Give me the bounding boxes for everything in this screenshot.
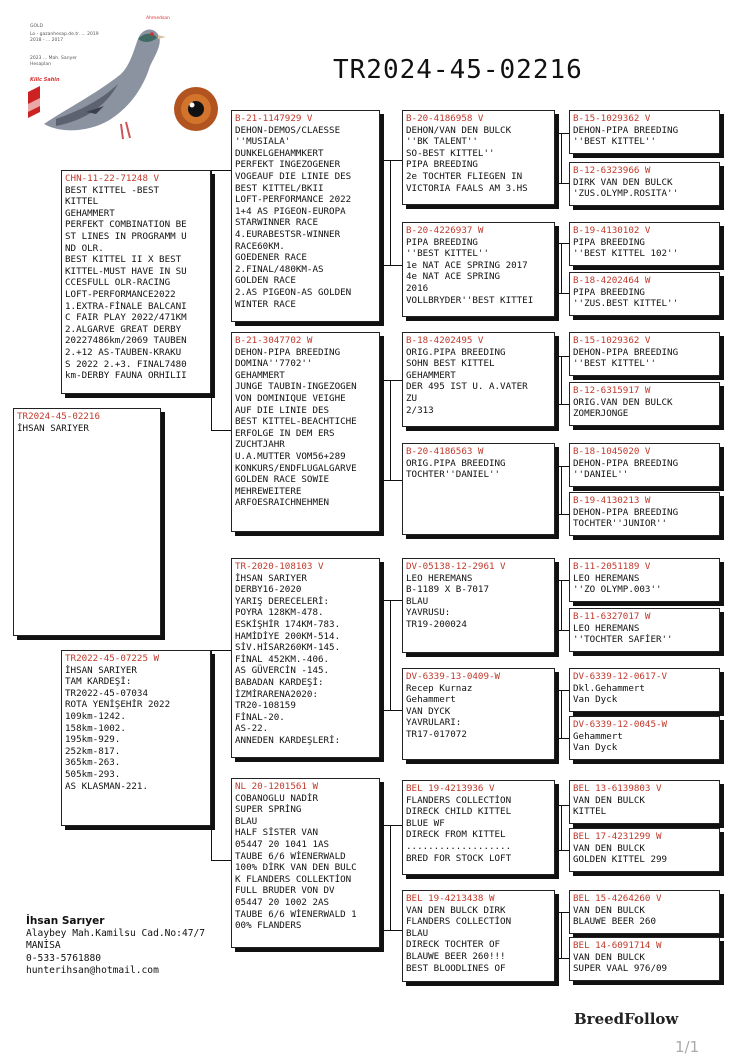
pedigree-line: DEHON-PIPA BREEDING bbox=[573, 457, 679, 469]
pedigree-line: FİNAL 452KM.-406. bbox=[235, 653, 330, 665]
connector-line bbox=[555, 404, 569, 405]
pedigree-line: VAN DEN BULCK bbox=[573, 904, 645, 916]
pedigree-line: FLANDERS COLLECTİON bbox=[406, 794, 512, 806]
pedigree-line: 158km-1002. bbox=[65, 722, 126, 734]
grandparent-card bbox=[231, 778, 380, 948]
ancestor-card bbox=[569, 162, 720, 206]
pedigree-line: BEST KITTEL -BEST bbox=[65, 184, 160, 196]
pedigree-line: VICTORIA FAALS AM 3.HS bbox=[406, 182, 528, 194]
pedigree-line: VAN DEN BULCK bbox=[573, 842, 645, 854]
logo-line: 2018 - ... 2017 bbox=[30, 38, 64, 43]
pedigree-line: S 2022 2.+3. FINAL7480 bbox=[65, 358, 187, 370]
connector-line bbox=[380, 930, 402, 931]
pedigree-line: U.A.MUTTER VOM56+289 bbox=[235, 450, 346, 462]
pedigree-line: İHSAN SARIYER bbox=[235, 572, 307, 584]
pedigree-line: KONKURS/ENDFLUGALGARVE bbox=[235, 462, 357, 474]
pedigree-line: BLAU bbox=[406, 595, 429, 607]
pedigree-line: VAN DEN BULCK bbox=[573, 794, 645, 806]
ring-number: DV-6339-12-0045-W bbox=[573, 719, 668, 730]
ring-number: B-18-1045020 V bbox=[573, 446, 651, 457]
ancestor-card bbox=[569, 668, 720, 712]
pedigree-line: ANNEDEN KARDEŞLERİ: bbox=[235, 734, 341, 746]
sire-card bbox=[61, 170, 211, 394]
owner-name: İhsan Sarıyer bbox=[26, 915, 105, 927]
pedigree-line: VAN DEN BULCK bbox=[573, 951, 645, 963]
pedigree-line: ORIG.PIPA BREEDING bbox=[406, 346, 506, 358]
pedigree-line: PIPA BREEDING bbox=[406, 159, 478, 171]
pedigree-line: BRED FOR STOCK LOFT bbox=[406, 852, 512, 864]
pedigree-line: SİV.HİSAR260KM-145. bbox=[235, 642, 341, 654]
pedigree-line: FİNAL-20. bbox=[235, 711, 285, 723]
pedigree-line: 1e NAT ACE SPRING 2017 bbox=[406, 259, 528, 271]
pedigree-line: ''BEST KITTEL 102'' bbox=[573, 248, 679, 260]
pedigree-line: 109km-1242. bbox=[65, 710, 126, 722]
pedigree-line: ERFOLGE IN DEM ERS bbox=[235, 427, 335, 439]
connector-line bbox=[555, 293, 569, 294]
ring-number: CHN-11-22-71248 V bbox=[65, 173, 160, 184]
pedigree-line: VON DOMINIQUE VEIGHE bbox=[235, 392, 346, 404]
pedigree-line: FLANDERS COLLECTİON bbox=[406, 916, 512, 928]
owner-info bbox=[26, 915, 205, 978]
pedigree-line: GEHAMMERT bbox=[65, 207, 115, 219]
owner-phone: 0-533-5761880 bbox=[26, 952, 102, 964]
logo-brand: Kilic Sahin bbox=[30, 77, 60, 83]
pedigree-line: DIRK VAN DEN BULCK bbox=[573, 176, 673, 188]
pedigree-line: ARFOESRAICHNEHMEN bbox=[235, 497, 330, 509]
connector-line bbox=[380, 265, 402, 266]
pedigree-line: PIPA BREEDING bbox=[406, 236, 478, 248]
pedigree-line: 00% FLANDERS bbox=[235, 920, 302, 932]
connector-line bbox=[555, 738, 569, 739]
pedigree-line: Gehammert bbox=[406, 694, 456, 706]
pedigree-line: SUPER VAAL 976/09 bbox=[573, 963, 668, 975]
pedigree-line: DER 495 IST U. A.VATER bbox=[406, 381, 528, 393]
logo-line: GOLD bbox=[30, 24, 44, 29]
connector-line bbox=[380, 825, 402, 826]
pedigree-line: ZOMERJONGE bbox=[573, 408, 629, 420]
pedigree-line: WINTER RACE bbox=[235, 298, 296, 310]
ring-number: NL 20-1201561 W bbox=[235, 781, 318, 792]
pedigree-line: LOFT-PERFORMANCE 2022 bbox=[235, 194, 352, 206]
pedigree-line: YARIŞ DERECELERİ: bbox=[235, 595, 330, 607]
logo-line: 2023 ... Mah. Sarıyer bbox=[30, 56, 77, 61]
dam-card bbox=[61, 650, 211, 826]
pedigree-line: KITTEL bbox=[573, 806, 607, 818]
ring-number: B-21-3047702 W bbox=[235, 335, 313, 346]
connector-line bbox=[380, 600, 402, 601]
pedigree-line: TAUBE 6/6 WİENERWALD bbox=[235, 850, 346, 862]
pedigree-line: ''BK TALENT'' bbox=[406, 136, 478, 148]
pedigree-line: BLAU bbox=[406, 927, 429, 939]
pedigree-line: TR19-200024 bbox=[406, 618, 467, 630]
pedigree-line: Dkl.Gehammert bbox=[573, 682, 645, 694]
great-grandparent-card bbox=[402, 222, 555, 317]
ring-number: TR-2020-108103 V bbox=[235, 561, 324, 572]
connector-line bbox=[390, 380, 391, 480]
pedigree-line: POYRA 128KM-478. bbox=[235, 607, 324, 619]
pedigree-line: GEHAMMERT bbox=[235, 369, 285, 381]
great-grandparent-card bbox=[402, 780, 555, 875]
pedigree-line: ''BEST KITTEL'' bbox=[406, 248, 489, 260]
ring-number: B-21-1147929 V bbox=[235, 113, 313, 124]
pedigree-line: 1+4 AS PIGEON-EUROPA bbox=[235, 205, 346, 217]
great-grandparent-card bbox=[402, 443, 555, 535]
pedigree-line: 365km-263. bbox=[65, 757, 121, 769]
pedigree-line: B-1189 X B-7017 bbox=[406, 584, 489, 596]
pedigree-line: 4e NAT ACE SPRING bbox=[406, 271, 501, 283]
pedigree-line: 2016 bbox=[406, 282, 429, 294]
ancestor-card bbox=[569, 608, 720, 652]
pedigree-line: BEST KITTEL II X BEST bbox=[65, 254, 182, 266]
connector-line bbox=[211, 170, 212, 430]
connector-line bbox=[211, 170, 231, 171]
connector-line bbox=[555, 805, 569, 806]
pedigree-line: İHSAN SARIYER bbox=[17, 422, 89, 434]
page-indicator: 1/1 bbox=[675, 1038, 700, 1056]
pedigree-line: GOLDEN RACE SOWIE bbox=[235, 474, 330, 486]
connector-line bbox=[211, 650, 231, 651]
pedigree-line: C FAIR PLAY 2022/471KM bbox=[65, 312, 187, 324]
ring-number: DV-6339-12-0617-V bbox=[573, 671, 668, 682]
pedigree-line: ''BEST KITTEL'' bbox=[573, 358, 656, 370]
connector-line bbox=[211, 650, 212, 860]
pedigree-line: BLAU bbox=[235, 815, 258, 827]
connector-line bbox=[555, 133, 569, 134]
great-grandparent-card bbox=[402, 110, 555, 205]
ring-number: BEL 13-6139803 V bbox=[573, 783, 662, 794]
connector-line bbox=[555, 630, 569, 631]
pedigree-line: PIPA BREEDING bbox=[573, 236, 645, 248]
pedigree-line: AUF DIE LINIE DES bbox=[235, 404, 330, 416]
pedigree-line: DIRECK TOCHTER OF bbox=[406, 939, 501, 951]
ancestor-card bbox=[569, 828, 720, 872]
ring-number: B-15-1029362 V bbox=[573, 335, 651, 346]
ring-number: BEL 14-6091714 W bbox=[573, 940, 662, 951]
ancestor-card bbox=[569, 332, 720, 376]
pedigree-line: HAMİDİYE 200KM-514. bbox=[235, 630, 341, 642]
connector-line bbox=[380, 480, 402, 481]
pedigree-line: STARWINNER RACE bbox=[235, 217, 318, 229]
ring-number: B-20-4186563 W bbox=[406, 446, 484, 457]
pedigree-line: VAN DYCK bbox=[406, 705, 451, 717]
pedigree-line: İZMİRARENA2020: bbox=[235, 688, 318, 700]
pedigree-line: Van Dyck bbox=[573, 694, 618, 706]
connector-line bbox=[561, 805, 562, 850]
pedigree-line: CCESFULL OLR-RACING bbox=[65, 277, 171, 289]
pedigree-line: LEO HEREMANS bbox=[573, 572, 640, 584]
breedfollow-brand: BreedFollow bbox=[574, 1010, 679, 1028]
ring-number: B-20-4186958 V bbox=[406, 113, 484, 124]
pedigree-line: BLAUWE BEER 260!!! bbox=[406, 950, 506, 962]
pedigree-line: PERFEKT COMBINATION BE bbox=[65, 219, 187, 231]
pedigree-line: PIPA BREEDING bbox=[573, 286, 645, 298]
ancestor-card bbox=[569, 558, 720, 602]
pedigree-line: ST LINES IN PROGRAMM U bbox=[65, 230, 187, 242]
pedigree-line: DIRECK CHILD KITTEL bbox=[406, 806, 512, 818]
owner-address: Alaybey Mah.Kamilsu Cad.No:47/7 bbox=[26, 927, 206, 939]
pedigree-line: VOGEAUF DIE LINIE DES bbox=[235, 170, 352, 182]
pedigree-line: SUPER SPRİNG bbox=[235, 804, 302, 816]
pedigree-line: AS GÜVERCİN -145. bbox=[235, 665, 330, 677]
connector-line bbox=[561, 580, 562, 630]
pedigree-line: 2.AS PIGEON-AS GOLDEN bbox=[235, 286, 352, 298]
connector-line bbox=[555, 580, 569, 581]
pedigree-line: ................... bbox=[406, 840, 512, 852]
connector-line bbox=[561, 356, 562, 404]
pedigree-line: FULL BRUDER VON DV bbox=[235, 885, 335, 897]
pedigree-line: LEO HEREMANS bbox=[573, 622, 640, 634]
pedigree-line: DERBY16-2020 bbox=[235, 584, 302, 596]
great-grandparent-card bbox=[402, 668, 555, 760]
pedigree-line: 'ZUS.OLYMP.ROSITA'' bbox=[573, 188, 679, 200]
pedigree-line: DEHON/VAN DEN BULCK bbox=[406, 124, 512, 136]
ring-number: BEL 17-4231299 W bbox=[573, 831, 662, 842]
pedigree-line: AS KLASMAN-221. bbox=[65, 780, 148, 792]
pedigree-line: 2.+12 AS-TAUBEN-KRAKU bbox=[65, 346, 182, 358]
logo-top-text: Ahmedsan bbox=[146, 16, 170, 21]
pedigree-line: İHSAN SARIYER bbox=[65, 664, 137, 676]
pedigree-line: SO-BEST KITTEL'' bbox=[406, 147, 495, 159]
pedigree-line: 100% DİRK VAN DEN BULC bbox=[235, 862, 357, 874]
pedigree-line: SOHN BEST KITTEL bbox=[406, 358, 495, 370]
great-grandparent-card bbox=[402, 558, 555, 653]
connector-line bbox=[561, 243, 562, 293]
connector-line bbox=[380, 160, 402, 161]
connector-line bbox=[561, 690, 562, 738]
pedigree-line: DEHON-PIPA BREEDING bbox=[573, 124, 679, 136]
ring-number: B-12-6315917 W bbox=[573, 385, 651, 396]
ancestor-card bbox=[569, 716, 720, 760]
pedigree-line: ZUCHTJAHR bbox=[235, 439, 285, 451]
ring-number: B-15-1029362 V bbox=[573, 113, 651, 124]
pedigree-line: DEHON-PIPA BREEDING bbox=[573, 346, 679, 358]
connector-line bbox=[380, 380, 402, 381]
connector-line bbox=[561, 133, 562, 183]
pedigree-line: DOMINA''7702'' bbox=[235, 358, 313, 370]
great-grandparent-card bbox=[402, 890, 555, 982]
ancestor-card bbox=[569, 382, 720, 426]
ring-number: BEL 19-4213936 V bbox=[406, 783, 495, 794]
connector-line bbox=[555, 466, 569, 467]
ancestor-card bbox=[569, 110, 720, 154]
ancestor-card bbox=[569, 780, 720, 824]
pedigree-line: TR17-017072 bbox=[406, 728, 467, 740]
pedigree-line: ''DANIEL'' bbox=[573, 469, 629, 481]
pedigree-line: LOFT-PERFORMANCE2022 bbox=[65, 288, 176, 300]
logo-line: Hesapları bbox=[30, 62, 52, 67]
connector-line bbox=[555, 850, 569, 851]
pedigree-line: BLUE WF bbox=[406, 817, 445, 829]
pedigree-line: K FLANDERS COLLEKTİON bbox=[235, 873, 352, 885]
grandparent-card bbox=[231, 110, 380, 322]
pedigree-line: Gehammert bbox=[573, 730, 623, 742]
pedigree-line: 20227486km/2069 TAUBEN bbox=[65, 335, 187, 347]
pedigree-line: 1.EXTRA-FİNALE BALCANI bbox=[65, 300, 187, 312]
pedigree-line: TOCHTER''DANIEL'' bbox=[406, 469, 501, 481]
logo-line: Lo - gazanhesap.de.tr. ... 2019 bbox=[30, 32, 99, 37]
pedigree-line: 252km-817. bbox=[65, 745, 121, 757]
pedigree-line: Van Dyck bbox=[573, 742, 618, 754]
pedigree-line: BLAUWE BEER 260 bbox=[573, 916, 656, 928]
pedigree-line: ORIG.VAN DEN BULCK bbox=[573, 396, 673, 408]
connector-line bbox=[380, 710, 402, 711]
pedigree-line: TR20-108159 bbox=[235, 700, 296, 712]
pedigree-line: BEST BLOODLINES OF bbox=[406, 962, 506, 974]
ring-number: B-11-6327017 W bbox=[573, 611, 651, 622]
pedigree-line: 2/313 bbox=[406, 404, 434, 416]
ancestor-card bbox=[569, 272, 720, 316]
pedigree-line: AS-22. bbox=[235, 723, 269, 735]
pedigree-line: ZU bbox=[406, 392, 418, 404]
ring-number: B-19-4130102 V bbox=[573, 225, 651, 236]
pedigree-line: ESKİŞHİR 174KM-783. bbox=[235, 618, 341, 630]
owner-city: MANİSA bbox=[26, 940, 61, 951]
pedigree-line: JUNGE TAUBIN-INGEZOGEN bbox=[235, 381, 357, 393]
pedigree-line: DEHON-PIPA BREEDING bbox=[235, 346, 341, 358]
breeder-logo bbox=[26, 14, 226, 149]
ring-number: DV-6339-13-0409-W bbox=[406, 671, 501, 682]
pedigree-line: DEHON-PIPA BREEDING bbox=[573, 506, 679, 518]
pedigree-line: LEO HEREMANS bbox=[406, 572, 473, 584]
connector-line bbox=[555, 243, 569, 244]
pedigree-line: 2.FINAL/480KM-AS bbox=[235, 263, 324, 275]
connector-line bbox=[555, 958, 569, 959]
pedigree-line: ORIG.PIPA BREEDING bbox=[406, 457, 506, 469]
pedigree-line: 05447 20 1041 1AS bbox=[235, 838, 330, 850]
pedigree-line: Recep Kurnaz bbox=[406, 682, 473, 694]
connector-line bbox=[555, 356, 569, 357]
grandparent-card bbox=[231, 332, 380, 532]
connector-line bbox=[555, 690, 569, 691]
pedigree-line: COBANOGLU NADİR bbox=[235, 792, 318, 804]
connector-line bbox=[555, 183, 569, 184]
connector-line bbox=[561, 912, 562, 958]
pedigree-line: DIRECK FROM KITTEL bbox=[406, 829, 506, 841]
pedigree-line: GOLDEN KITTEL 299 bbox=[573, 854, 668, 866]
ring-number: B-19-4130213 W bbox=[573, 495, 651, 506]
connector-line bbox=[211, 430, 231, 431]
subject-card bbox=[13, 408, 161, 636]
pedigree-line: PERFEKT INGEZOGENER bbox=[235, 159, 341, 171]
connector-line bbox=[390, 160, 391, 265]
connector-line bbox=[390, 825, 391, 930]
pedigree-line: MEHREWEITERE bbox=[235, 485, 302, 497]
pedigree-line: DEHON-DEMOS/CLAESSE bbox=[235, 124, 341, 136]
pedigree-line: km-DERBY FAUNA ORHILII bbox=[65, 370, 187, 382]
connector-line bbox=[555, 912, 569, 913]
ring-number: BEL 15-4264260 V bbox=[573, 893, 662, 904]
pedigree-line: 195km-929. bbox=[65, 734, 121, 746]
pedigree-line: TAM KARDEŞİ: bbox=[65, 676, 132, 688]
ring-number: TR2024-45-02216 bbox=[17, 411, 100, 422]
pedigree-line: ''ZO OLYMP.003'' bbox=[573, 584, 662, 596]
grandparent-card bbox=[231, 558, 380, 758]
ancestor-card bbox=[569, 222, 720, 266]
pedigree-line: TR2022-45-07034 bbox=[65, 687, 148, 699]
pedigree-line: YAVRUSU: bbox=[406, 607, 451, 619]
pedigree-line: VAN DEN BULCK DIRK bbox=[406, 904, 506, 916]
pedigree-line: GEHAMMERT bbox=[406, 369, 456, 381]
pedigree-line: DUNKELGEHAMMKERT bbox=[235, 147, 324, 159]
ring-number: B-12-6323966 W bbox=[573, 165, 651, 176]
pedigree-line: YAVRULARI: bbox=[406, 717, 462, 729]
ring-number: B-11-2051189 V bbox=[573, 561, 651, 572]
pedigree-line: KITTEL bbox=[65, 196, 99, 208]
pedigree-line: ND OLR. bbox=[65, 242, 104, 254]
pedigree-line: ''MUSIALA' bbox=[235, 136, 291, 148]
pedigree-line: RACE60KM. bbox=[235, 240, 285, 252]
ancestor-card bbox=[569, 443, 720, 487]
ancestor-card bbox=[569, 937, 720, 981]
pedigree-line: TAUBE 6/6 WİENERWALD 1 bbox=[235, 908, 357, 920]
pedigree-line: BABADAN KARDEŞİ: bbox=[235, 676, 324, 688]
ring-number: B-18-4202495 V bbox=[406, 335, 484, 346]
pedigree-line: ''TOCHTER SAFİER'' bbox=[573, 634, 673, 646]
pedigree-line: BEST KITTEL-BEACHTICHE bbox=[235, 416, 357, 428]
pedigree-line: BEST KITTEL/BKII bbox=[235, 182, 324, 194]
ring-number: DV-05138-12-2961 V bbox=[406, 561, 506, 572]
connector-line bbox=[555, 514, 569, 515]
ring-number: BEL 19-4213438 W bbox=[406, 893, 495, 904]
pedigree-line: HALF SİSTER VAN bbox=[235, 827, 318, 839]
pedigree-line: ''BEST KITTEL'' bbox=[573, 136, 656, 148]
ring-number: TR2022-45-07225 W bbox=[65, 653, 160, 664]
pedigree-line: VOLLBRYDER''BEST KITTEI bbox=[406, 294, 534, 306]
pedigree-line: ROTA YENİŞEHİR 2022 bbox=[65, 699, 171, 711]
pedigree-line: TOCHTER''JUNIOR'' bbox=[573, 518, 668, 530]
ring-number: B-20-4226937 W bbox=[406, 225, 484, 236]
ring-number: B-18-4202464 W bbox=[573, 275, 651, 286]
pedigree-line: 4.EURABESTSR-WINNER bbox=[235, 228, 341, 240]
owner-email[interactable]: hunterihsan@hotmail.com bbox=[26, 965, 159, 976]
ancestor-card bbox=[569, 492, 720, 536]
pedigree-line: 2e TOCHTER FLIEGEN IN bbox=[406, 170, 523, 182]
pedigree-line: 05447 20 1002 2AS bbox=[235, 896, 330, 908]
pedigree-line: 505km-293. bbox=[65, 768, 121, 780]
pedigree-line: KITTEL-MUST HAVE IN SU bbox=[65, 265, 187, 277]
pedigree-line: GOEDENER RACE bbox=[235, 252, 307, 264]
pedigree-line: GOLDEN RACE bbox=[235, 275, 296, 287]
great-grandparent-card bbox=[402, 332, 555, 427]
pedigree-line: ''ZUS.BEST KITTEL'' bbox=[573, 298, 679, 310]
connector-line bbox=[390, 600, 391, 710]
pedigree-line: 2.ALGARVE GREAT DERBY bbox=[65, 323, 182, 335]
connector-line bbox=[211, 860, 231, 861]
page-title: TR2024-45-02216 bbox=[333, 55, 583, 85]
connector-line bbox=[561, 466, 562, 514]
ancestor-card bbox=[569, 890, 720, 934]
